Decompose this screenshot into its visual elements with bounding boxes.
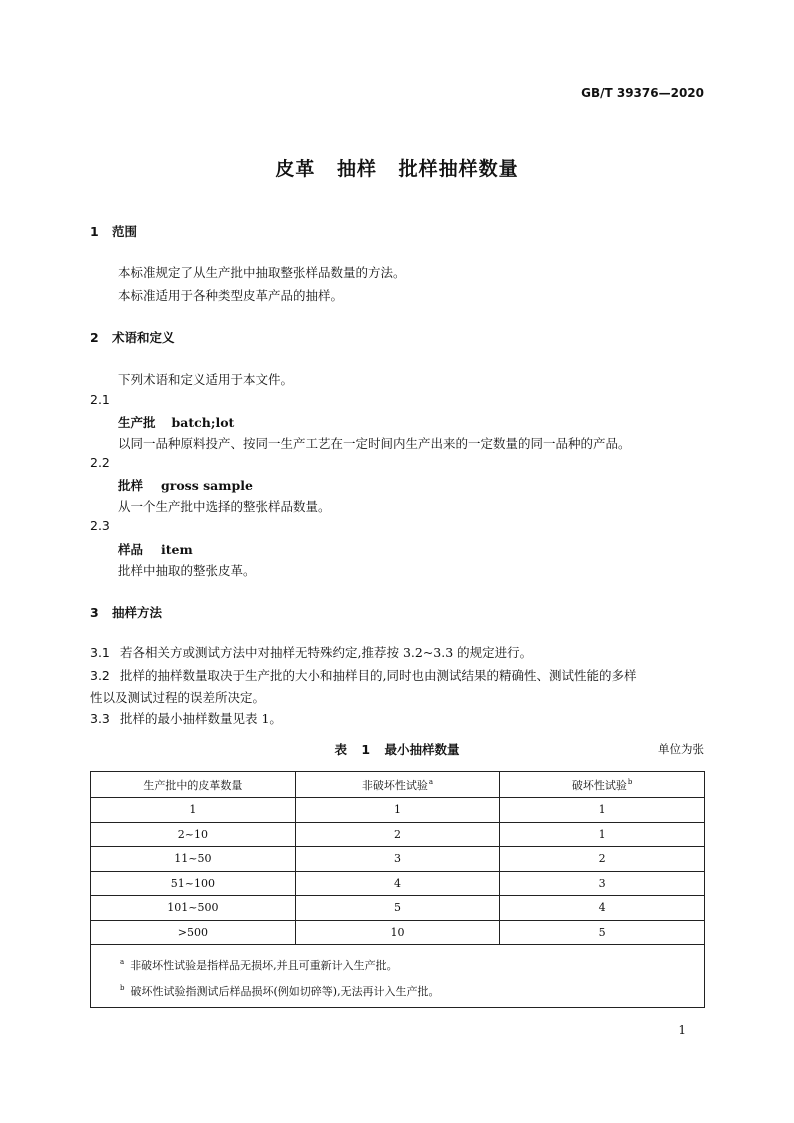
cell-destructive: 5 bbox=[500, 920, 705, 945]
footnote-mark: a bbox=[428, 777, 434, 786]
term-number: 2.2 bbox=[90, 455, 110, 470]
clause-text: 若各相关方或测试方法中对抽样无特殊约定,推荐按 3.2~3.3 的规定进行。 bbox=[120, 645, 533, 660]
term-number: 2.1 bbox=[90, 392, 110, 407]
header-nondestructive: 非破坏性试验$^a$ bbox=[295, 772, 500, 798]
cell-destructive: 4 bbox=[500, 896, 705, 921]
term-entry bbox=[118, 413, 234, 431]
section-title: 抽样方法 bbox=[112, 605, 163, 620]
footnote-text: 破坏性试验指测试后样品损坏(例如切碎等),无法再计入生产批。 bbox=[130, 985, 440, 998]
clause-3-1 bbox=[90, 643, 532, 661]
section-number: 3 bbox=[90, 605, 99, 620]
table-row bbox=[91, 822, 705, 847]
section-number: 1 bbox=[90, 224, 99, 239]
term-definition: 从一个生产批中选择的整张样品数量。 bbox=[118, 499, 331, 514]
cell-destructive: 1 bbox=[500, 822, 705, 847]
scope-paragraph-1: 本标准规定了从生产批中抽取整张样品数量的方法。 bbox=[118, 265, 406, 280]
table-notes bbox=[91, 945, 705, 1008]
clause-3-2 bbox=[90, 666, 636, 684]
cell-nondestructive: 5 bbox=[295, 896, 500, 921]
cell-nondestructive: 10 bbox=[295, 920, 500, 945]
footnote-mark: b bbox=[627, 777, 633, 786]
term-entry bbox=[118, 476, 253, 494]
cell-batch: 11~50 bbox=[91, 847, 296, 872]
standard-code: GB/T 39376—2020 bbox=[581, 86, 704, 100]
section-heading-terms bbox=[90, 328, 175, 346]
cell-batch: 101~500 bbox=[91, 896, 296, 921]
terms-intro: 下列术语和定义适用于本文件。 bbox=[118, 372, 294, 387]
page-number: 1 bbox=[678, 1023, 686, 1037]
footnote-mark: b bbox=[120, 984, 125, 992]
table-note bbox=[119, 951, 704, 977]
table-unit: 单位为张 bbox=[658, 742, 704, 756]
term-definition: 以同一品种原料投产、按同一生产工艺在一定时间内生产出来的一定数量的同一品种的产品。 bbox=[118, 436, 631, 451]
term-number: 2.3 bbox=[90, 518, 110, 533]
section-heading-method bbox=[90, 603, 162, 621]
term-chinese: 生产批 bbox=[118, 415, 156, 430]
clause-number: 3.1 bbox=[90, 645, 110, 660]
table-note bbox=[119, 977, 704, 1003]
term-english: item bbox=[161, 542, 193, 557]
header-batch-size: 生产批中的皮革数量 bbox=[91, 772, 296, 798]
section-heading-scope bbox=[90, 222, 137, 240]
table-notes-row bbox=[91, 945, 705, 1008]
table-row bbox=[91, 920, 705, 945]
cell-nondestructive: 3 bbox=[295, 847, 500, 872]
section-number: 2 bbox=[90, 330, 99, 345]
cell-batch: 2~10 bbox=[91, 822, 296, 847]
clause-text: 批样的最小抽样数量见表 1。 bbox=[120, 711, 282, 726]
cell-batch: 1 bbox=[91, 798, 296, 823]
section-title: 范围 bbox=[112, 224, 138, 239]
cell-nondestructive: 2 bbox=[295, 822, 500, 847]
table-row bbox=[91, 847, 705, 872]
cell-nondestructive: 1 bbox=[295, 798, 500, 823]
clause-3-3 bbox=[90, 709, 282, 727]
header-destructive: 破坏性试验$^b$ bbox=[500, 772, 705, 798]
clause-3-2-continuation: 性以及测试过程的误差所决定。 bbox=[90, 690, 266, 705]
term-english: batch;lot bbox=[171, 415, 235, 430]
cell-batch: 51~100 bbox=[91, 871, 296, 896]
cell-destructive: 2 bbox=[500, 847, 705, 872]
table-header-row bbox=[91, 772, 705, 798]
cell-batch: >500 bbox=[91, 920, 296, 945]
term-entry bbox=[118, 540, 193, 558]
scope-paragraph-2: 本标准适用于各种类型皮革产品的抽样。 bbox=[118, 288, 344, 303]
term-chinese: 批样 bbox=[118, 478, 144, 493]
table-row bbox=[91, 798, 705, 823]
clause-number: 3.2 bbox=[90, 668, 110, 683]
sampling-table bbox=[90, 771, 705, 1008]
footnote-mark: a bbox=[120, 958, 125, 966]
footnote-text: 非破坏性试验是指样品无损坏,并且可重新计入生产批。 bbox=[130, 959, 398, 972]
term-english: gross sample bbox=[161, 478, 253, 493]
clause-number: 3.3 bbox=[90, 711, 110, 726]
section-title: 术语和定义 bbox=[112, 330, 175, 345]
clause-text: 批样的抽样数量取决于生产批的大小和抽样目的,同时也由测试结果的精确性、测试性能的多样 bbox=[120, 668, 637, 683]
document-title: 皮革 抽样 批样抽样数量 bbox=[275, 158, 519, 180]
cell-destructive: 1 bbox=[500, 798, 705, 823]
term-definition: 批样中抽取的整张皮革。 bbox=[118, 563, 256, 578]
term-chinese: 样品 bbox=[118, 542, 144, 557]
table-caption: 表 1 最小抽样数量 bbox=[334, 742, 460, 757]
table-row bbox=[91, 896, 705, 921]
table-row bbox=[91, 871, 705, 896]
cell-nondestructive: 4 bbox=[295, 871, 500, 896]
cell-destructive: 3 bbox=[500, 871, 705, 896]
